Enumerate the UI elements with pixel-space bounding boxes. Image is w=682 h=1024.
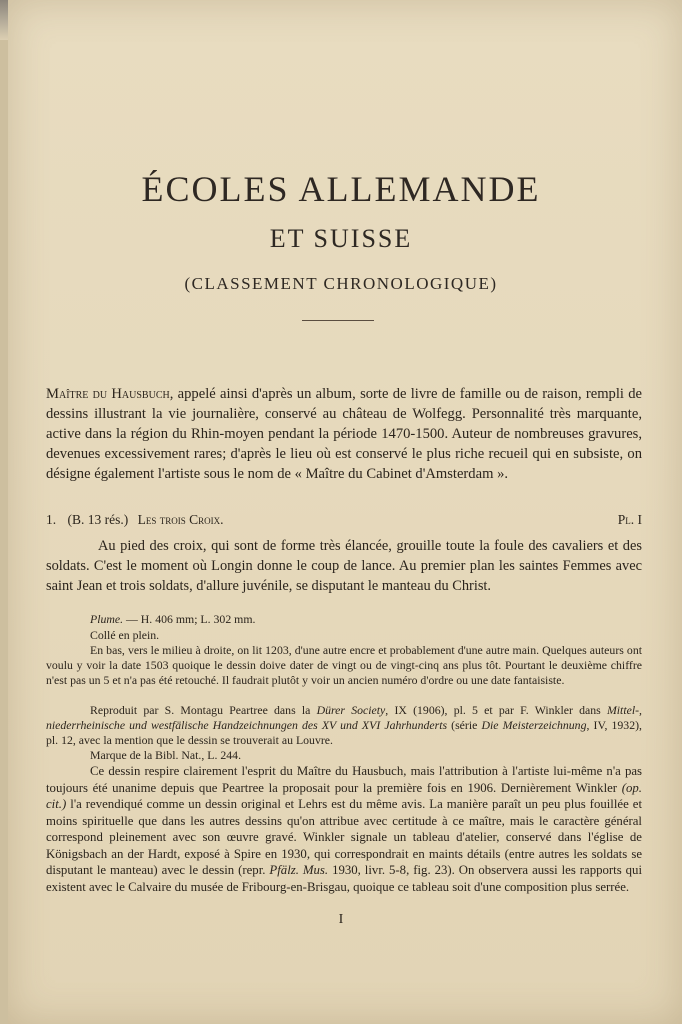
plate-number: Pl. I: [617, 512, 642, 527]
artist-intro: [46, 384, 642, 484]
collection-mark: Marque de la Bibl. Nat., L. 244.: [90, 748, 242, 762]
artist-bio: , appelé ainsi d'après un album, sorte de livre de famille ou de raison, rempli de dessins illustrant la vie journalière, conservé au château de Wolfegg. Personnalité très marquante, active dans la région du Rhin-moyen pendant la période 1470-1500. Auteur de nombreuses gravures, devenues excessivement rares; d'après le lieu où est conservé le plus riche recueil qui en subsiste, on désigne également l'artiste sous le nom de « Maître du Cabinet d'Amsterdam ».: [46, 386, 643, 482]
entry-heading: [46, 512, 642, 528]
page-number: I: [338, 912, 344, 927]
entry-number: 1.: [46, 512, 57, 527]
medium-line: Plume. — H. 406 mm; L. 302 mm.: [90, 612, 256, 626]
artist-name: Maître du Hausbuch: [46, 386, 170, 402]
commentary: Ce dessin respire clairement l'esprit du Maître du Hausbuch, mais l'attribution à l'artiste lui-même n'a pas toujours été unanime depuis que Peartree la proposait pour la première fois en 1906. Dernièrement Winkler (op. cit.) l'a revendiqué comme un dessin original et Lehrs est du même avis. La manière paraît un peu plus fouillée et moins spirituelle que dans les autres dessins qu'on attribue avec certitude à ce maître, mais le caractère général correspond pleinement avec son œuvre gravé. Winkler signale un tableau d'atelier, conservé dans l'église de Königsbach an der Hardt, exposé à Spire en 1930, qui correspondrait en maints détails (entre autres les soldats se disputant le manteau) avec le dessin (repr. Pfälz. Mus. 1930, livr. 5-8, fig. 23). On observera aussi les rapports qui existent avec le Calvaire du musée de Fribourg-en-Brisgau, quoique ce tableau soit d'une composition plus serrée.: [46, 764, 642, 894]
entry-ref: (B. 13 rés.): [67, 512, 129, 527]
mount-line: Collé en plein.: [90, 628, 160, 642]
page-title: ÉCOLES ALLEMANDE: [141, 169, 541, 209]
inscription-note: En bas, vers le milieu à droite, on lit 1203, d'une autre encre et probablement d'une autre main. Quelques auteurs ont voulu y voir la date 1503 quoique le dessin doive dater de vingt ou de vingt-cinq ans plus tôt. Pourtant le deuxième chiffre n'est pas un 5 et n'a pas été retouché. Il faudrait plutôt y voir un ancien numéro d'ordre ou une date fantaisiste.: [46, 643, 642, 687]
classement-heading: (CLASSEMENT CHRONOLOGIQUE): [184, 274, 498, 293]
entry-title: Les trois Croix.: [137, 512, 224, 527]
entry-description: Au pied des croix, qui sont de forme très élancée, grouille toute la foule des cavaliers et des soldats. C'est le moment où Longin donne le coup de lance. Au premier plan les saintes Femmes avec saint Jean et trois soldats, d'allure juvénile, se disputant le manteau du Christ.: [46, 538, 642, 594]
reproduction-note: Reproduit par S. Montagu Peartree dans la Dürer Society, IX (1906), pl. 5 et par F. Winkler dans Mittel-, niederrheinische und westfälische Handzeichnungen des XV und XVI Jahrhunderts (série Die Meisterzeichnung, IV, 1932), pl. 12, avec la mention que le dessin se trouverait au Louvre.: [46, 703, 642, 747]
page-subtitle: ET SUISSE: [269, 224, 413, 253]
divider: [302, 320, 374, 321]
